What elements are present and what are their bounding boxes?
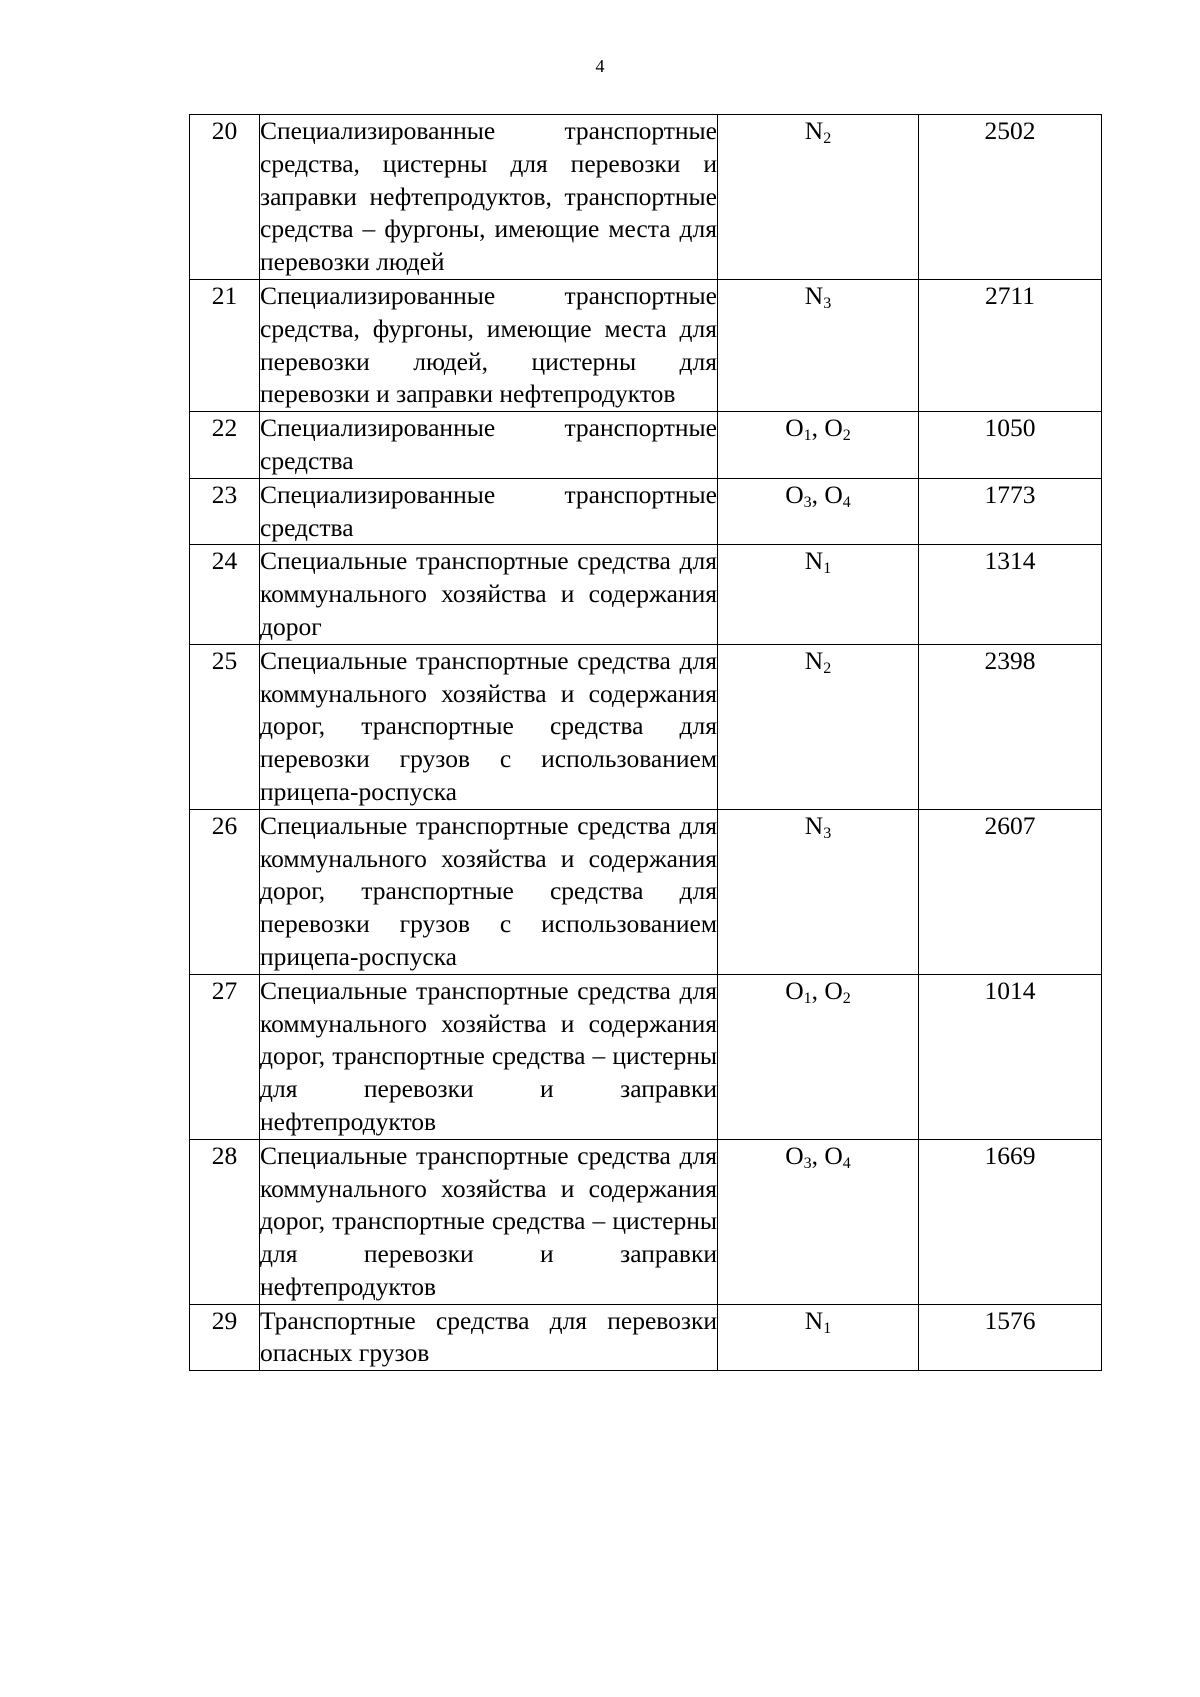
row-value: 1773 — [919, 478, 1102, 545]
category-letter: O — [785, 479, 804, 509]
vehicle-description: Специальные транспортные средства для коммунального хозяйства и содержания дорог, транспортные средства – цистерны для перевозки и заправки нефтепродуктов — [260, 1139, 718, 1304]
vehicle-description: Специальные транспортные средства для коммунального хозяйства и содержания дорог, транспортные средства – цистерны для перевозки и заправки нефтепродуктов — [260, 974, 718, 1139]
category-subscript: 1 — [803, 989, 812, 1007]
category-letter: O — [785, 413, 804, 443]
row-number: 21 — [190, 279, 260, 411]
row-value: 1314 — [919, 545, 1102, 644]
category-subscript: 4 — [842, 1154, 851, 1172]
table-row — [190, 1139, 1102, 1304]
category-codes — [804, 546, 832, 578]
row-value: 1014 — [919, 974, 1102, 1139]
table-row — [190, 974, 1102, 1139]
table-row — [190, 644, 1102, 809]
row-number: 20 — [190, 115, 260, 280]
vehicle-description: Специальные транспортные средства для коммунального хозяйства и содержания дорог, транспортные средства для перевозки грузов с использованием прицепа-роспуска — [260, 809, 718, 974]
vehicle-description: Специализированные транспортные средства — [260, 478, 718, 545]
vehicle-category — [718, 478, 919, 545]
table-row — [190, 412, 1102, 479]
category-subscript: 2 — [823, 659, 832, 677]
table-row — [190, 545, 1102, 644]
table-row — [190, 809, 1102, 974]
category-subscript: 1 — [823, 560, 832, 578]
row-value: 1576 — [919, 1304, 1102, 1371]
category-letter: N — [804, 1305, 824, 1335]
row-value: 1669 — [919, 1139, 1102, 1304]
vehicle-category-table — [189, 114, 1102, 1371]
category-letter: N — [804, 280, 824, 310]
category-letter: O — [824, 413, 843, 443]
category-subscript: 1 — [823, 1319, 832, 1337]
category-codes: $O_1$, $O_2$ — [785, 975, 851, 1007]
vehicle-description: Специализированные транспортные средства, фургоны, имеющие места для перевозки людей, цистерны для перевозки и заправки нефтепродуктов — [260, 279, 718, 411]
category-codes: $O_3$, $O_4$ — [785, 479, 851, 511]
row-number: 26 — [190, 809, 260, 974]
vehicle-description: Специальные транспортные средства для коммунального хозяйства и содержания дорог, транспортные средства для перевозки грузов с использованием прицепа-роспуска — [260, 644, 718, 809]
category-letter: N — [804, 546, 824, 576]
category-codes — [805, 1306, 831, 1335]
row-value: 2502 — [919, 115, 1102, 280]
category-letter: O — [824, 975, 843, 1005]
category-letter: O — [785, 1140, 804, 1170]
category-subscript: 3 — [803, 493, 812, 511]
row-number: 29 — [190, 1304, 260, 1371]
vehicle-category — [718, 1304, 919, 1371]
table-row — [190, 115, 1102, 280]
page-number: 4 — [595, 56, 605, 76]
row-value: 2711 — [919, 279, 1102, 411]
category-codes — [805, 281, 831, 310]
category-subscript: 2 — [842, 427, 851, 445]
table-row — [190, 279, 1102, 411]
category-codes: $O_3$, $O_4$ — [785, 1140, 851, 1172]
table-row — [190, 478, 1102, 545]
category-letter: O — [785, 975, 804, 1005]
vehicle-category — [718, 974, 919, 1139]
category-letter: N — [804, 116, 824, 145]
vehicle-category — [718, 644, 919, 809]
category-subscript: 2 — [842, 989, 851, 1007]
row-value: 2398 — [919, 644, 1102, 809]
row-number: 24 — [190, 545, 260, 644]
vehicle-description: Специализированные транспортные средства, цистерны для перевозки и заправки нефтепродуктов, транспортные средства – фургоны, имеющие места для перевозки людей — [260, 115, 718, 280]
category-subscript: 4 — [842, 493, 851, 511]
category-letter: N — [804, 645, 824, 675]
category-subscript: 3 — [823, 824, 832, 842]
row-number: 25 — [190, 644, 260, 809]
category-subscript: 3 — [803, 1154, 812, 1172]
row-number: 23 — [190, 478, 260, 545]
vehicle-category — [718, 809, 919, 974]
category-subscript: 2 — [823, 130, 832, 147]
category-codes — [805, 646, 831, 675]
category-letter: O — [824, 479, 843, 509]
row-number: 27 — [190, 974, 260, 1139]
vehicle-description: Специализированные транспортные средства — [260, 412, 718, 479]
category-subscript: 3 — [823, 294, 832, 312]
vehicle-description: Транспортные средства для перевозки опасных грузов — [260, 1304, 718, 1371]
table-row — [190, 1304, 1102, 1371]
category-codes: $O_1$, $O_2$ — [785, 413, 851, 445]
category-codes — [805, 811, 831, 840]
row-number: 22 — [190, 412, 260, 479]
vehicle-category — [718, 412, 919, 479]
category-subscript: 1 — [803, 427, 812, 445]
category-letter: N — [804, 810, 824, 840]
vehicle-description: Специальные транспортные средства для коммунального хозяйства и содержания дорог — [260, 545, 718, 644]
row-number: 28 — [190, 1139, 260, 1304]
row-value: 1050 — [919, 412, 1102, 479]
vehicle-category — [718, 115, 919, 280]
row-value: 2607 — [919, 809, 1102, 974]
vehicle-category — [718, 1139, 919, 1304]
category-letter: O — [824, 1140, 843, 1170]
category-codes — [805, 116, 831, 145]
vehicle-category — [718, 545, 919, 644]
vehicle-category — [718, 279, 919, 411]
table-body — [190, 115, 1102, 1371]
